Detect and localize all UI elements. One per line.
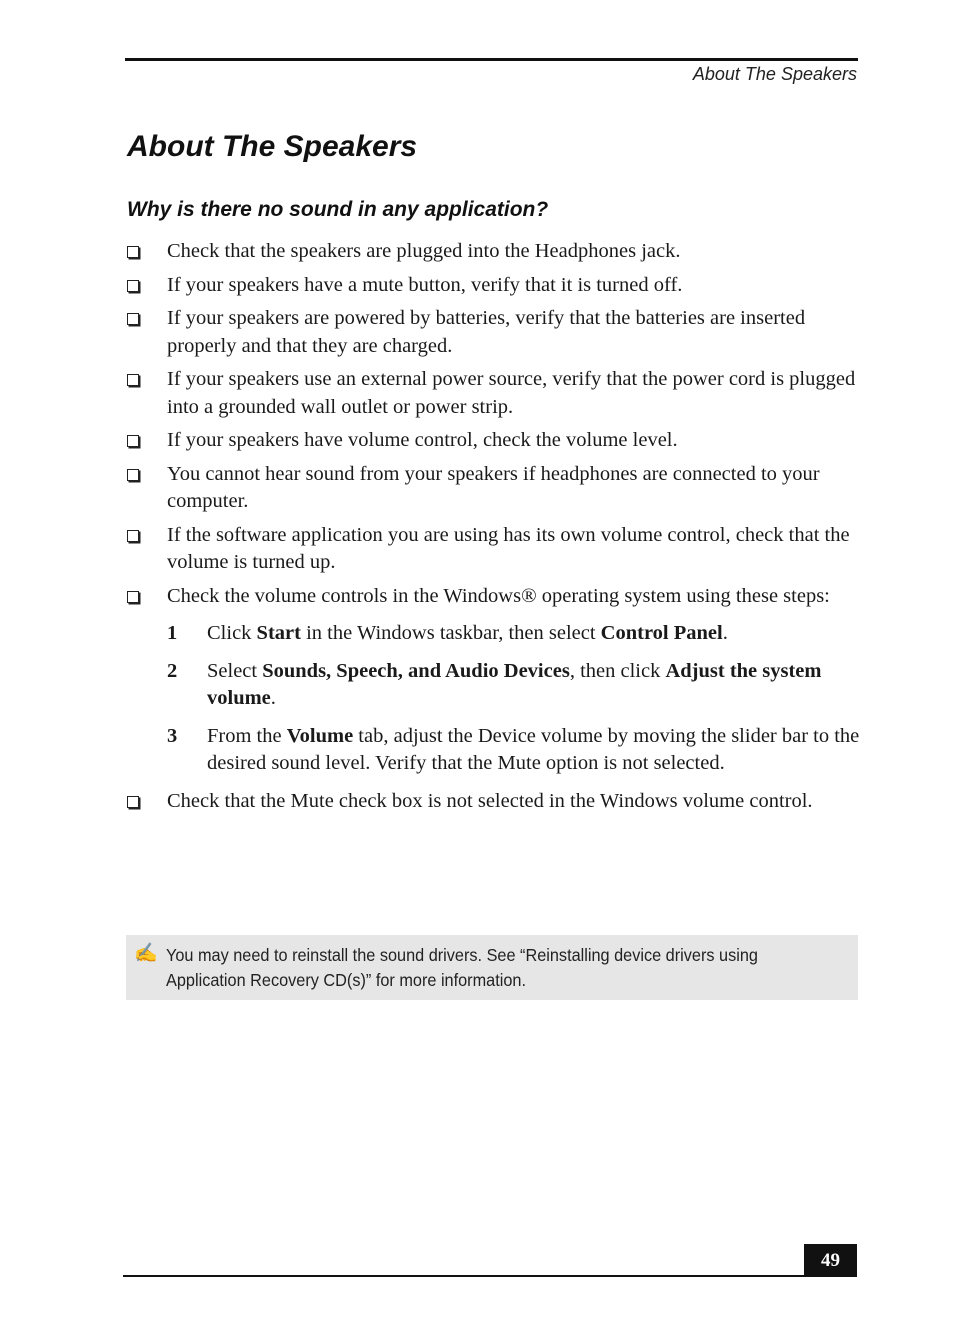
section-heading: Why is there no sound in any application? bbox=[127, 198, 549, 221]
checkbox-bullet-icon bbox=[127, 591, 139, 603]
list-item bbox=[125, 272, 860, 300]
list-item-text: If your speakers use an external power source, verify that the power cord is plugged into a grounded wall outlet or power strip. bbox=[167, 368, 856, 418]
checkbox-bullet-icon bbox=[127, 469, 139, 481]
step-number: 2 bbox=[167, 659, 178, 682]
pencil-note-icon: ✍ bbox=[134, 943, 158, 964]
step-text: , then click bbox=[569, 659, 666, 682]
ui-term: Sounds, Speech, and Audio Devices bbox=[262, 659, 570, 682]
checkbox-bullet-icon bbox=[127, 313, 139, 325]
step-text: . bbox=[722, 622, 728, 644]
list-item-text: Check that the speakers are plugged into the Headphones jack. bbox=[167, 240, 681, 262]
steps-list bbox=[167, 620, 860, 778]
list-item-text: If your speakers are powered by batteries, verify that the batteries are inserted properly and that they are charged. bbox=[167, 307, 806, 357]
list-item bbox=[125, 461, 860, 516]
checkbox-bullet-icon bbox=[127, 374, 139, 386]
page-number: 49 bbox=[821, 1249, 840, 1271]
list-item bbox=[125, 238, 860, 266]
step-item bbox=[167, 723, 860, 778]
step-text: tab, adjust the Device volume by moving the slider bar to the desired sound level. Verify that the Mute option is not selected. bbox=[207, 724, 860, 774]
step-text: From the bbox=[207, 724, 287, 747]
list-item bbox=[125, 788, 860, 816]
checkbox-bullet-icon bbox=[127, 280, 139, 292]
list-item-text: Check that the Mute check box is not selected in the Windows volume control. bbox=[167, 789, 813, 812]
page-title: About The Speakers bbox=[127, 130, 418, 163]
list-item-text: You cannot hear sound from your speakers if headphones are connected to your computer. bbox=[167, 462, 820, 512]
checkbox-bullet-icon bbox=[127, 530, 139, 542]
note-box bbox=[126, 935, 858, 1000]
ui-term: Start bbox=[256, 622, 301, 644]
list-item bbox=[125, 305, 860, 360]
list-item bbox=[125, 522, 860, 577]
step-text: in the Windows taskbar, then select bbox=[300, 622, 601, 644]
ui-term: Adjust the system volume bbox=[207, 659, 822, 709]
list-item-text: If your speakers have a mute button, verify that it is turned off. bbox=[167, 273, 683, 296]
ui-term: Volume bbox=[286, 724, 354, 747]
list-item-text: If your speakers have volume control, check the volume level. bbox=[167, 429, 678, 451]
step-item bbox=[167, 658, 860, 713]
list-item bbox=[125, 366, 860, 421]
list-item bbox=[125, 583, 860, 778]
list-item-text: If the software application you are using has its own volume control, check that the volume is turned up. bbox=[167, 523, 850, 573]
step-number: 1 bbox=[167, 622, 178, 644]
checkbox-bullet-icon bbox=[127, 435, 139, 447]
step-number: 3 bbox=[167, 724, 178, 747]
page-number-box bbox=[804, 1244, 857, 1277]
checkbox-bullet-icon bbox=[127, 246, 139, 258]
troubleshooting-list bbox=[125, 238, 860, 821]
list-item-text: Check the volume controls in the Windows® operating system using these steps: bbox=[167, 584, 830, 607]
running-header: About The Speakers bbox=[692, 64, 857, 84]
step-item bbox=[167, 620, 860, 648]
header-rule bbox=[125, 58, 858, 61]
step-text: . bbox=[270, 687, 276, 709]
note-text: You may need to reinstall the sound drivers. See “Reinstalling device drivers using Application Recovery CD(s)” for more information. bbox=[166, 945, 758, 990]
list-item bbox=[125, 427, 860, 455]
ui-term: Control Panel bbox=[600, 622, 723, 644]
footer-rule bbox=[123, 1275, 857, 1277]
checkbox-bullet-icon bbox=[127, 796, 139, 808]
step-text: Select bbox=[207, 659, 263, 682]
step-text: Click bbox=[207, 622, 257, 644]
